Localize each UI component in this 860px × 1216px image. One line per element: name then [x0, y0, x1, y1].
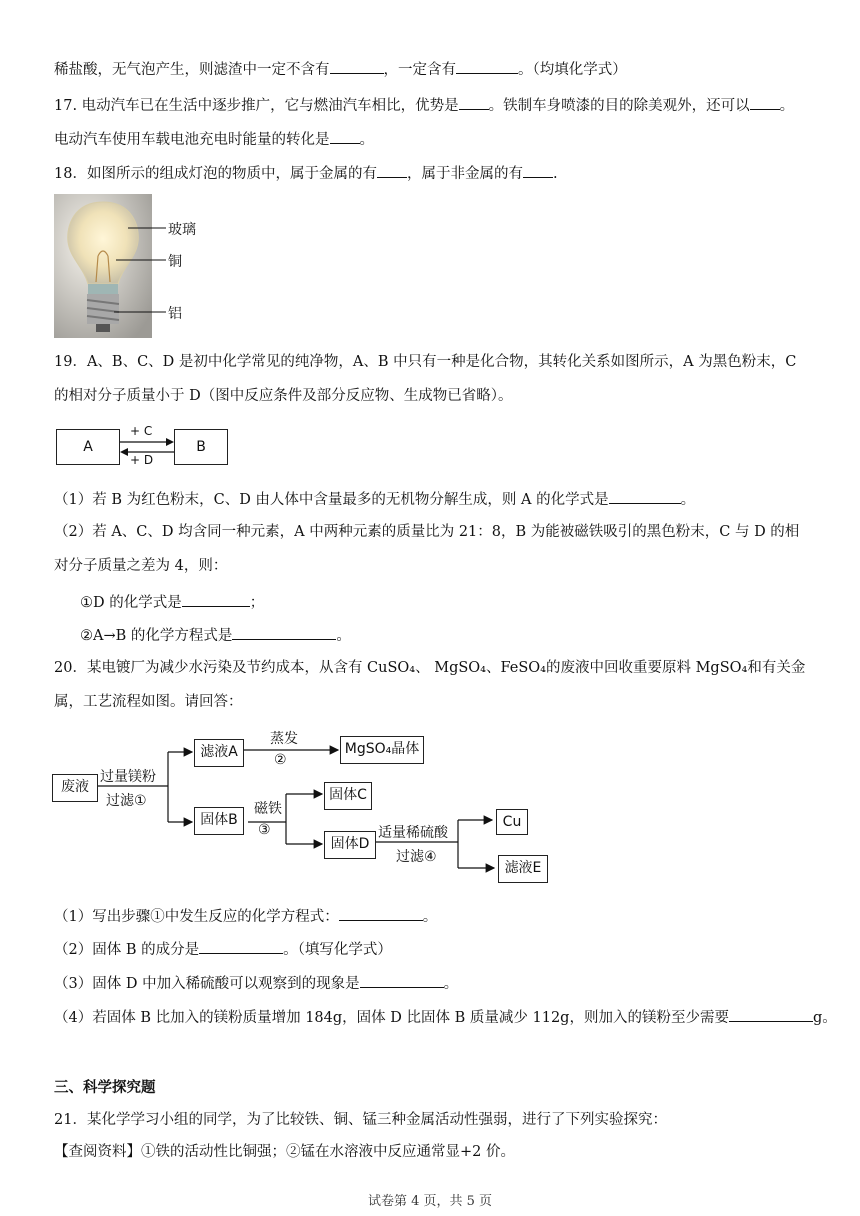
q17-line1: [54, 94, 794, 116]
label-copper: 铜: [168, 254, 182, 270]
box-solid-c: 固体C: [324, 782, 372, 810]
arrow-label-d: + D: [130, 453, 154, 467]
answer-blank[interactable]: [750, 94, 780, 110]
text: 。（均填化学式）: [518, 62, 627, 78]
box-waste-liquid: 废液: [52, 774, 98, 802]
label-filter-1: 过滤①: [106, 793, 147, 809]
text: 17. 电动汽车已在生活中逐步推广，它与燃油汽车相比，优势是: [54, 98, 459, 114]
label-dilute-acid: 适量稀硫酸: [378, 825, 448, 841]
box-cu: Cu: [496, 809, 528, 835]
light-bulb-figure: [54, 194, 214, 338]
text: （4）若固体 B 比加入的镁粉质量增加 184g，固体 D 比固体 B 质量减少 112g，则加入的镁粉至少需要: [54, 1010, 729, 1026]
text: （2）固体 B 的成分是: [54, 942, 200, 958]
arrow-label-c: + C: [130, 424, 153, 438]
q20-part4: [54, 1006, 837, 1028]
q19-part2-line2: 对分子质量之差为 4，则：: [54, 558, 228, 574]
q20-part2: [54, 938, 392, 960]
q17-line2: [54, 128, 374, 150]
q19-part1: [54, 488, 695, 510]
text: 。: [443, 976, 459, 992]
text: 。: [359, 132, 374, 148]
text: 。: [680, 492, 696, 508]
box-mgso4-crystal: MgSO₄晶体: [340, 736, 424, 764]
q20-part1: [54, 905, 437, 927]
q18-line: [54, 162, 558, 184]
q19-sub2: [80, 624, 351, 646]
answer-blank[interactable]: [232, 624, 336, 640]
box-a: A: [56, 429, 120, 465]
label-evaporate: 蒸发: [270, 731, 298, 747]
text: 。: [779, 98, 795, 114]
text: ，一定含有: [383, 62, 456, 78]
label-step-3: ③: [258, 822, 271, 838]
answer-blank[interactable]: [459, 94, 489, 110]
arrow-head: [166, 438, 174, 446]
answer-blank[interactable]: [330, 58, 384, 74]
text: （1）若 B 为红色粉末，C、D 由人体中含量最多的无机物分解生成，则 A 的化学式是: [54, 492, 609, 508]
q20-part3: [54, 972, 458, 994]
text: 稀盐酸，无气泡产生，则滤渣中一定不含有: [54, 62, 330, 78]
answer-blank[interactable]: [523, 162, 553, 178]
text: .: [552, 166, 558, 182]
box-solid-b: 固体B: [194, 807, 244, 835]
text: 。（填写化学式）: [283, 942, 392, 958]
q20-line2: 属，工艺流程如图。请回答：: [54, 694, 243, 710]
box-b: B: [174, 429, 228, 465]
text: ，属于非金属的有: [406, 166, 523, 182]
section-title: 三、科学探究题: [54, 1079, 156, 1096]
q16-tail-line: [54, 58, 627, 80]
base-tip: [96, 324, 110, 332]
answer-blank[interactable]: [182, 591, 250, 607]
label-excess-mg: 过量镁粉: [100, 769, 156, 785]
answer-blank[interactable]: [339, 905, 423, 921]
label-step-2: ②: [274, 752, 287, 768]
q19-line2: 的相对分子质量小于 D（图中反应条件及部分反应物、生成物已省略）。: [54, 388, 513, 404]
text: （1）写出步骤①中发生反应的化学方程式：: [54, 909, 339, 925]
label-glass: 玻璃: [168, 222, 196, 238]
text: ②A→B 的化学方程式是: [80, 628, 233, 644]
text: （3）固体 D 中加入稀硫酸可以观察到的现象是: [54, 976, 360, 992]
arrow-head: [120, 448, 128, 456]
label-magnet: 磁铁: [254, 801, 282, 817]
label-filter-4: 过滤④: [396, 849, 437, 865]
text: 。: [336, 628, 351, 644]
answer-blank[interactable]: [199, 938, 283, 954]
box-solid-d: 固体D: [324, 831, 376, 859]
page-footer: 试卷第 4 页，共 5 页: [367, 1194, 493, 1209]
text: 。: [422, 909, 438, 925]
text: ；: [249, 595, 265, 611]
q20-line1: 20．某电镀厂为减少水污染及节约成本，从含有 CuSO₄、 MgSO₄、FeSO₄的废液中回收重要原料 MgSO₄和有关金: [54, 660, 806, 676]
box-filtrate-a: 滤液A: [194, 739, 244, 767]
answer-blank[interactable]: [360, 972, 444, 988]
text: ①D 的化学式是: [80, 595, 182, 611]
answer-blank[interactable]: [729, 1006, 813, 1022]
q21-line2: 【查阅资料】①铁的活动性比铜强；②锰在水溶液中反应通常显+2 价。: [54, 1144, 515, 1160]
text: 电动汽车使用车载电池充电时能量的转化是: [54, 132, 330, 148]
text: g。: [812, 1010, 837, 1026]
answer-blank[interactable]: [609, 488, 681, 504]
text: 18．如图所示的组成灯泡的物质中，属于金属的有: [54, 166, 377, 182]
q19-part2-line1: （2）若 A、C、D 均含同一种元素，A 中两种元素的质量比为 21：8，B 为能被磁铁吸引的黑色粉末，C 与 D 的相: [54, 524, 800, 540]
answer-blank[interactable]: [377, 162, 407, 178]
glass-neck: [88, 284, 118, 294]
text: 。铁制车身喷漆的目的除美观外，还可以: [488, 98, 750, 114]
answer-blank[interactable]: [330, 128, 360, 144]
q21-line1: 21．某化学学习小组的同学，为了比较铁、铜、锰三种金属活动性强弱，进行了下列实验探究：: [54, 1112, 667, 1128]
answer-blank[interactable]: [456, 58, 518, 74]
q19-line1: 19．A、B、C、D 是初中化学常见的纯净物，A、B 中只有一种是化合物，其转化关系如图所示，A 为黑色粉末，C: [54, 354, 797, 370]
q19-sub1: [80, 591, 264, 613]
box-filtrate-e: 滤液E: [498, 855, 548, 883]
label-aluminum: 铝: [168, 306, 182, 322]
